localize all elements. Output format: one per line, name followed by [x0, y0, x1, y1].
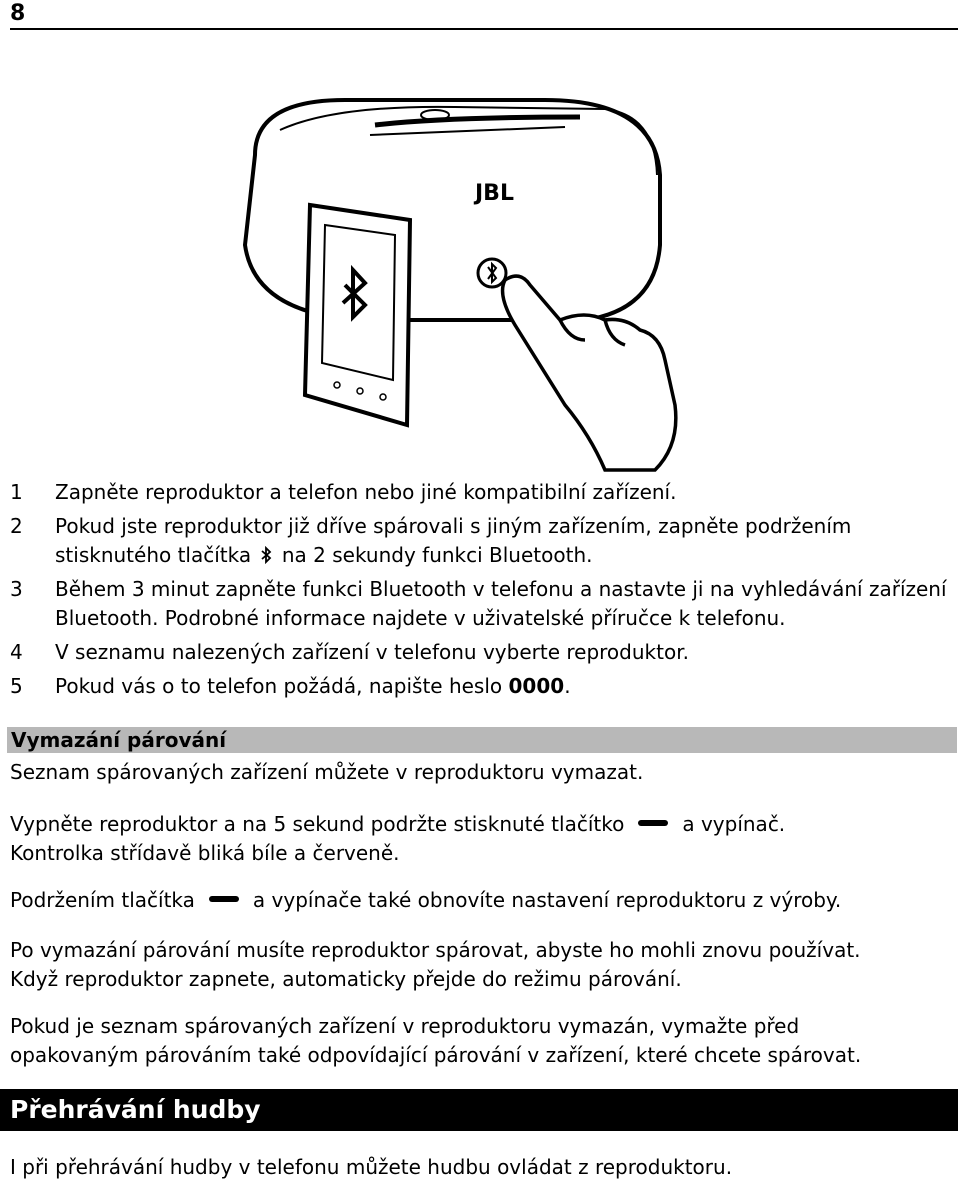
step-text: Pokud vás o to telefon požádá, napište heslo: [55, 674, 503, 698]
clear-p3-line2: Když reproduktor zapnete, automaticky přejde do režimu párování.: [10, 967, 682, 991]
step-text: na 2 sekundy funkci Bluetooth.: [281, 543, 593, 567]
step-number: 2: [10, 514, 23, 538]
page-number: 8: [10, 0, 958, 30]
minus-button-icon: [638, 820, 668, 826]
steps-list: [10, 478, 955, 706]
step-number: 5: [10, 674, 23, 698]
phone-icon: [305, 205, 410, 425]
step-number: 4: [10, 640, 23, 664]
clear-p4-line1: Pokud je seznam spárovaných zařízení v reproduktoru vymazán, vymažte před: [10, 1014, 800, 1038]
clear-p1-text-after: a vypínač.: [682, 812, 786, 836]
bluetooth-button-icon: [478, 259, 506, 287]
clear-p4-line2: opakovaným párováním také odpovídající párování v zařízení, které chcete spárovat.: [10, 1043, 862, 1067]
clear-p2-text-after: a vypínače také obnovíte nastavení reproduktoru z výroby.: [252, 888, 842, 912]
clear-paragraph-1: [10, 810, 955, 868]
clear-p1-line2: Kontrolka střídavě bliká bíle a červeně.: [10, 841, 400, 865]
step-text: Během 3 minut zapněte funkci Bluetooth v telefonu a nastavte ji na vyhledávání zařízení Bluetooth. Podrobné informace najdete v uživatelské příručce k telefonu.: [55, 577, 947, 630]
list-item: [10, 638, 955, 667]
section-heading-play-music: Přehrávání hudby: [0, 1089, 958, 1131]
speaker-illustration: [185, 95, 685, 475]
step-text: V seznamu nalezených zařízení v telefonu vyberte reproduktor.: [55, 640, 689, 664]
step-number: 3: [10, 577, 23, 601]
clear-p2-text: Podržením tlačítka: [10, 888, 195, 912]
bluetooth-icon: [260, 546, 272, 564]
minus-button-icon: [209, 896, 239, 902]
section-heading-clear-pairing: Vymazání párování: [7, 727, 957, 753]
list-item: [10, 512, 955, 570]
step-text: Zapněte reproduktor a telefon nebo jiné kompatibilní zařízení.: [55, 480, 677, 504]
list-item: [10, 478, 955, 507]
clear-paragraph-2: [10, 886, 955, 915]
clear-intro: Seznam spárovaných zařízení můžete v reproduktoru vymazat.: [10, 760, 644, 784]
clear-p1-text: Vypněte reproduktor a na 5 sekund podržte stisknuté tlačítko: [10, 812, 625, 836]
clear-paragraph-4: [10, 1012, 955, 1070]
passcode: 0000: [508, 674, 565, 698]
step-number: 1: [10, 480, 23, 504]
step-text: Pokud jste reproduktor již dříve spárovali s jiným zařízením, zapněte podržením stisknutého tlačítka: [55, 514, 852, 567]
step-text: .: [564, 674, 571, 698]
clear-paragraph-3: [10, 936, 955, 994]
jbl-logo: JBL: [475, 181, 514, 206]
list-item: [10, 672, 955, 701]
clear-p3-line1: Po vymazání párování musíte reproduktor spárovat, abyste ho mohli znovu používat.: [10, 938, 861, 962]
music-text: I při přehrávání hudby v telefonu můžete hudbu ovládat z reproduktoru.: [10, 1155, 733, 1179]
list-item: [10, 575, 955, 633]
